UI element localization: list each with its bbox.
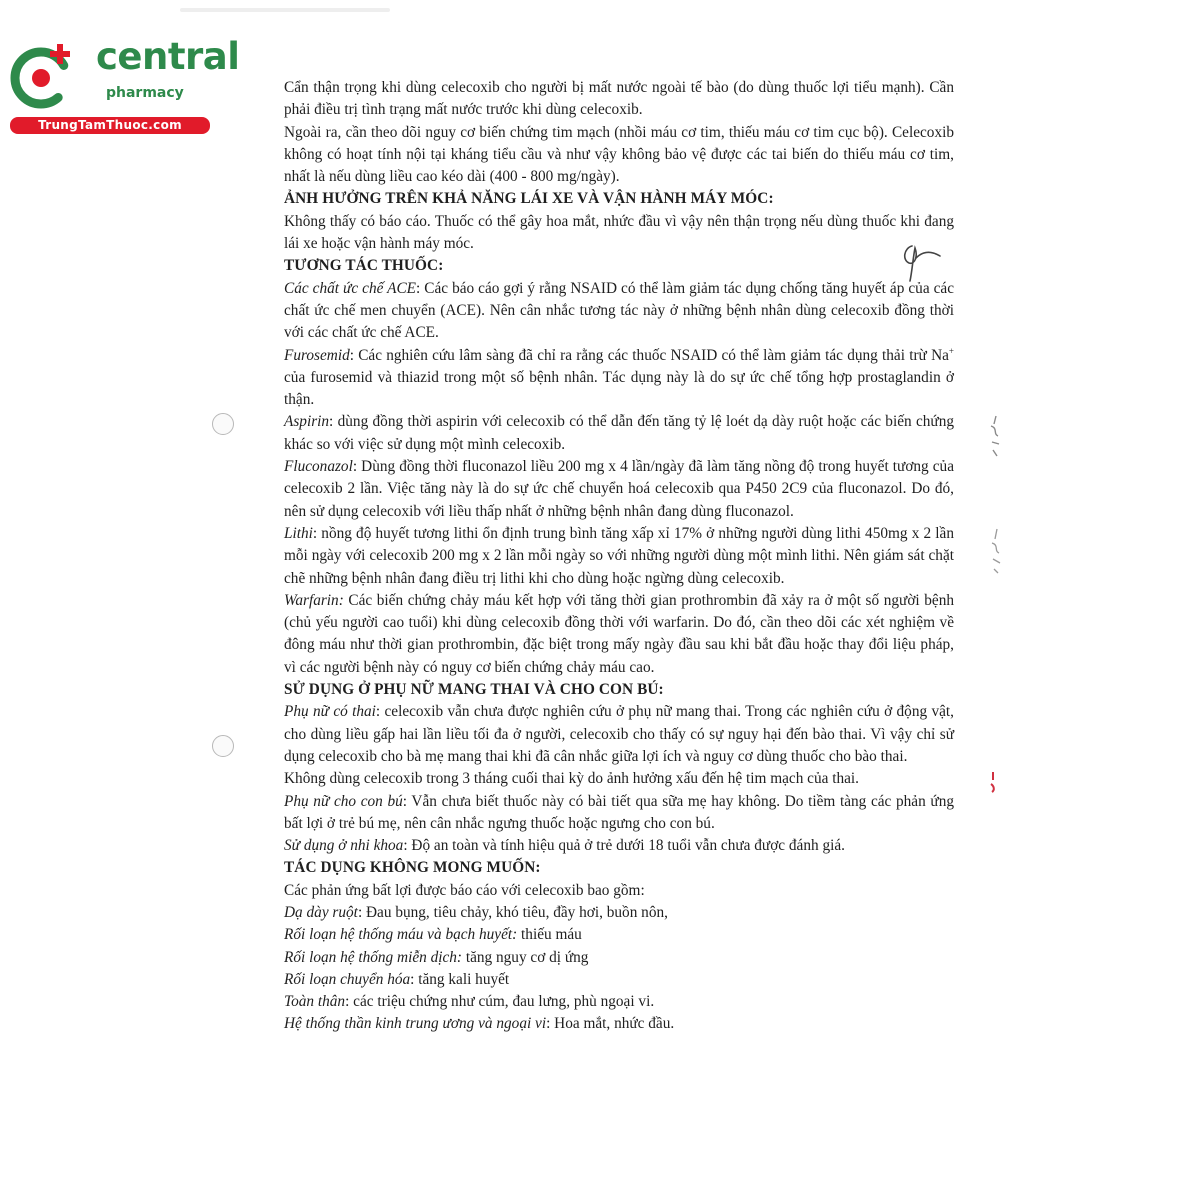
- paragraph-text: : Các báo cáo gợi ý rằng NSAID có thể làm giảm tác dụng chống tăng huyết áp của các chất ức chế men chuyển (ACE). Nên cân nhắc tương tác này ở những bệnh nhân dùng celecoxib đồng thời với các chất ức chế ACE.: [284, 279, 954, 342]
- paragraph-text: thiếu máu: [517, 926, 582, 944]
- paragraph: [284, 701, 954, 768]
- section-heading: TÁC DỤNG KHÔNG MONG MUỐN:: [284, 859, 541, 877]
- logo-subtitle: pharmacy: [106, 85, 184, 101]
- term-label: Furosemid: [284, 346, 350, 364]
- paragraph: [284, 947, 954, 969]
- term-label: Các chất ức chế ACE: [284, 279, 417, 297]
- paragraph: [284, 122, 954, 189]
- paragraph: [284, 456, 954, 523]
- paragraph: [284, 411, 954, 456]
- paragraph: [284, 211, 954, 256]
- term-label: Lithi: [284, 524, 313, 542]
- central-pharmacy-logo: [10, 35, 240, 136]
- paragraph: [284, 991, 954, 1013]
- term-label: Phụ nữ có thai: [284, 703, 376, 721]
- margin-scribble-1: [984, 412, 1008, 460]
- paragraph: [284, 345, 954, 412]
- paragraph-text: : Đau bụng, tiêu chảy, khó tiêu, đầy hơi, buồn nôn,: [357, 903, 668, 921]
- section-heading: SỬ DỤNG Ở PHỤ NỮ MANG THAI VÀ CHO CON BÚ:: [284, 681, 664, 699]
- punch-hole-top: [212, 413, 234, 435]
- paragraph: [284, 590, 954, 679]
- paragraph-text: : Vẫn chưa biết thuốc này có bài tiết qua sữa mẹ hay không. Do tiềm tàng các phản ứng bất lợi ở trẻ bú mẹ, nên cân nhắc ngưng thuốc hoặc ngưng cho con bú.: [284, 792, 954, 832]
- paragraph: [284, 924, 954, 946]
- paragraph-text: tăng nguy cơ dị ứng: [462, 948, 589, 966]
- paragraph-text: : dùng đồng thời aspirin với celecoxib có thể dẫn đến tăng tỷ lệ loét dạ dày ruột hoặc các biến chứng khác so với việc sử dụng một mình celecoxib.: [284, 413, 954, 453]
- superscript: +: [948, 345, 954, 356]
- scan-smudge: [180, 8, 390, 12]
- paragraph: [284, 1013, 954, 1035]
- margin-scribble-2: [986, 525, 1006, 575]
- term-label: Phụ nữ cho con bú: [284, 792, 403, 810]
- term-label: Warfarin:: [284, 591, 344, 609]
- term-label: Toàn thân: [284, 993, 346, 1011]
- section-heading: ẢNH HƯỞNG TRÊN KHẢ NĂNG LÁI XE VÀ VẬN HÀNH MÁY MÓC:: [284, 190, 774, 208]
- punch-hole-bottom: [212, 735, 234, 757]
- term-label: Aspirin: [284, 413, 330, 431]
- paragraph: [284, 278, 954, 345]
- paragraph-text: : Các nghiên cứu lâm sàng đã chỉ ra rằng các thuốc NSAID có thể làm giảm tác dụng thải trừ Na: [349, 346, 949, 364]
- margin-red-mark: [986, 770, 1000, 794]
- logo-name: central: [96, 35, 240, 78]
- paragraph: [284, 902, 954, 924]
- paragraph-text: : tăng kali huyết: [410, 970, 510, 988]
- paragraph-text: Ngoài ra, cần theo dõi nguy cơ biến chứng tim mạch (nhồi máu cơ tim, thiếu máu cơ tim cục bộ). Celecoxib không có hoạt tính nội tại kháng tiểu cầu và như vậy không bảo vệ được các tai biến do thiếu máu cơ tim, nhất là nếu dùng liều cao kéo dài (400 - 800 mg/ngày).: [284, 123, 954, 186]
- term-label: Dạ dày ruột: [284, 903, 358, 921]
- paragraph-text: Cẩn thận trọng khi dùng celecoxib cho người bị mất nước ngoài tế bào (do dùng thuốc lợi tiểu mạnh). Cần phải điều trị tình trạng mất nước trước khi dùng celecoxib.: [284, 79, 954, 119]
- paragraph-text: : Độ an toàn và tính hiệu quả ở trẻ dưới 18 tuổi vẫn chưa được đánh giá.: [403, 837, 845, 855]
- term-label: Rối loạn hệ thống miễn dịch:: [284, 948, 463, 966]
- paragraph-text: : các triệu chứng như cúm, đau lưng, phù ngoại vi.: [345, 993, 655, 1011]
- term-label: Fluconazol: [284, 458, 353, 476]
- paragraph-text: : Hoa mắt, nhức đầu.: [546, 1015, 675, 1033]
- paragraph: [284, 523, 954, 590]
- paragraph: [284, 791, 954, 836]
- paragraph: [284, 77, 954, 122]
- paragraph-text: : celecoxib vẫn chưa được nghiên cứu ở phụ nữ mang thai. Trong các nghiên cứu ở động vật, cho dùng liều gấp hai lần liều tối đa ở người, celecoxib cho thấy có sự nguy hại đến bào thai. Vì vậy chỉ sử dụng celecoxib cho bà mẹ mang thai khi đã cân nhắc giữa lợi ích và nguy cơ dùng thuốc cho bào thai.: [284, 703, 954, 765]
- paragraph: [284, 835, 954, 857]
- paragraph-text: Không dùng celecoxib trong 3 tháng cuối thai kỳ do ảnh hưởng xấu đến hệ tim mạch của thai.: [284, 770, 859, 788]
- paragraph-text: Các phản ứng bất lợi được báo cáo với celecoxib bao gồm:: [284, 881, 645, 899]
- paragraph: [284, 969, 954, 991]
- paragraph-text: của furosemid và thiazid trong một số bệnh nhân. Tác dụng này là do sự ức chế tổng hợp prostaglandin ở thận.: [284, 368, 954, 409]
- term-label: Hệ thống thần kinh trung ương và ngoại vi: [284, 1015, 547, 1033]
- paragraph-text: Các biến chứng chảy máu kết hợp với tăng thời gian prothrombin đã xảy ra ở một số người bệnh (chủ yếu người cao tuổi) khi dùng celecoxib đồng thời với warfarin. Do đó, cần theo dõi các xét nghiệm về đông máu như thời gian prothrombin, đặc biệt trong mấy ngày đầu sau khi bắt đầu hoặc thay đổi liệu pháp, vì các người bệnh này có nguy cơ biến chứng chảy máu cao.: [284, 591, 954, 676]
- section-heading: TƯƠNG TÁC THUỐC:: [284, 257, 444, 275]
- paragraph: [284, 768, 954, 790]
- paragraph-text: : nồng độ huyết tương lithi ổn định trung bình tăng xấp xỉ 17% ở những người dùng lithi 450mg x 2 lần mỗi ngày với celecoxib 200 mg x 2 lần mỗi ngày so với những người dùng một mình lithi. Nên giám sát chặt chẽ những bệnh nhân đang điều trị lithi khi cho dùng hoặc ngừng dùng celecoxib.: [284, 524, 954, 587]
- term-label: Rối loạn chuyển hóa: [284, 970, 411, 988]
- term-label: Rối loạn hệ thống máu và bạch huyết:: [284, 926, 518, 944]
- paragraph-text: Không thấy có báo cáo. Thuốc có thể gây hoa mắt, nhức đầu vì vậy nên thận trọng nếu dùng thuốc khi đang lái xe hoặc vận hành máy móc.: [284, 212, 954, 253]
- document-body: [284, 77, 954, 1036]
- term-label: Sử dụng ở nhi khoa: [284, 837, 404, 855]
- paragraph-text: : Dùng đồng thời fluconazol liều 200 mg x 4 lần/ngày đã làm tăng nồng độ trong huyết tương của celecoxib 2 lần. Việc tăng này là do sự ức chế chuyển hoá celecoxib qua P450 2C9 của fluconazol. Do đó, nên sử dụng celecoxib với liều thấp nhất ở những bệnh nhân đang dùng fluconazol.: [284, 458, 954, 520]
- logo-website: TrungTamThuoc.com: [10, 117, 210, 134]
- logo-mark-icon: [10, 38, 82, 110]
- paragraph: [284, 880, 954, 902]
